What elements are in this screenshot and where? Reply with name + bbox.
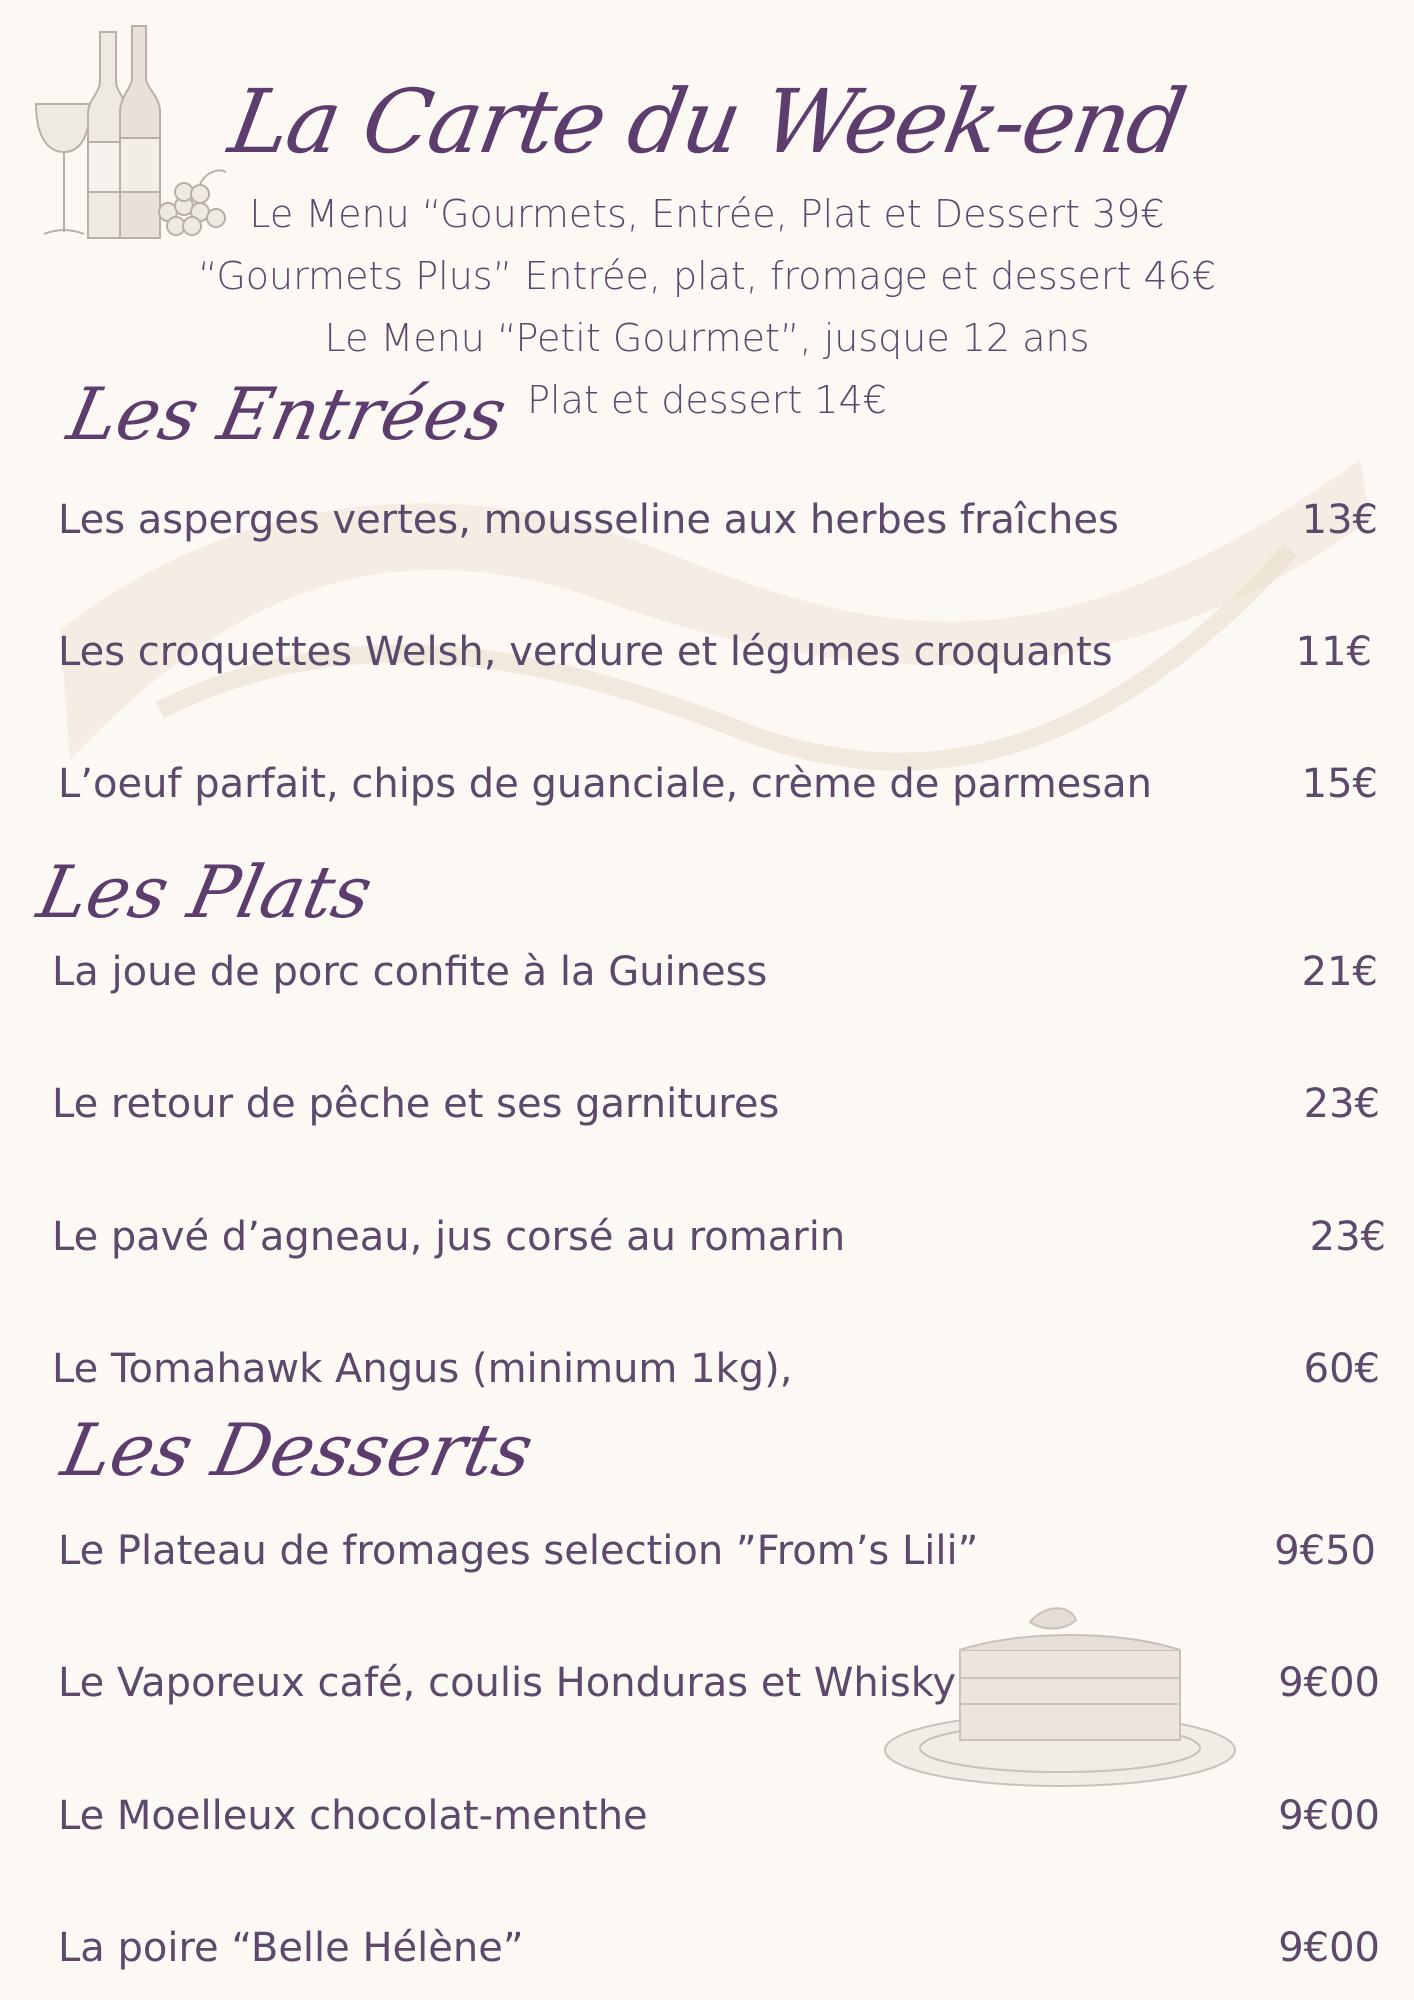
menu-item-price: 13€ <box>1301 497 1378 543</box>
menu-item-price: 23€ <box>1303 1081 1380 1127</box>
menu-item-name: Les asperges vertes, mousseline aux herbes fraîches <box>58 497 1119 543</box>
menu-item-price: 9€00 <box>1278 1660 1380 1706</box>
menu-item-price: 11€ <box>1295 629 1372 675</box>
menu-item-name: La poire “Belle Hélène” <box>58 1925 524 1971</box>
page-title: La Carte du Week-end <box>222 70 1192 173</box>
menu-intro-line: Plat et dessert 14€ <box>527 378 887 422</box>
menu-item-name: Le Vaporeux café, coulis Honduras et Whisky <box>58 1660 957 1706</box>
menu-item-name: Le retour de pêche et ses garnitures <box>52 1081 780 1127</box>
menu-item-name: L’oeuf parfait, chips de guanciale, crème de parmesan <box>58 761 1152 807</box>
menu-item-price: 21€ <box>1301 949 1378 995</box>
menu-item-price: 9€00 <box>1278 1925 1380 1971</box>
menu-item-price: 60€ <box>1303 1346 1380 1392</box>
section-title-plats: Les Plats <box>31 850 380 934</box>
menu-item-name: Le Plateau de fromages selection ”From’s Lili” <box>58 1528 979 1574</box>
menu-intro-line: “Gourmets Plus” Entrée, plat, fromage et dessert 46€ <box>197 254 1217 298</box>
menu-item-name: La joue de porc confite à la Guiness <box>52 949 768 995</box>
menu-item-name: Les croquettes Welsh, verdure et légumes croquants <box>58 629 1113 675</box>
menu-item-name: Le pavé d’agneau, jus corsé au romarin <box>52 1214 846 1260</box>
menu-item-name: Le Tomahawk Angus (minimum 1kg), <box>52 1346 793 1392</box>
menu-intro-line: Le Menu “Petit Gourmet”, jusque 12 ans <box>324 316 1090 360</box>
section-title-desserts: Les Desserts <box>55 1408 541 1492</box>
menu-item-price: 9€50 <box>1274 1528 1376 1574</box>
menu-item-name: Le Moelleux chocolat-menthe <box>58 1793 648 1839</box>
menu-item-price: 23€ <box>1309 1214 1386 1260</box>
section-title-entrees: Les Entrées <box>61 372 514 456</box>
menu-item-price: 15€ <box>1301 761 1378 807</box>
menu-intro-line: Le Menu “Gourmets, Entrée, Plat et Dessert 39€ <box>249 192 1165 236</box>
menu-item-price: 9€00 <box>1278 1793 1380 1839</box>
